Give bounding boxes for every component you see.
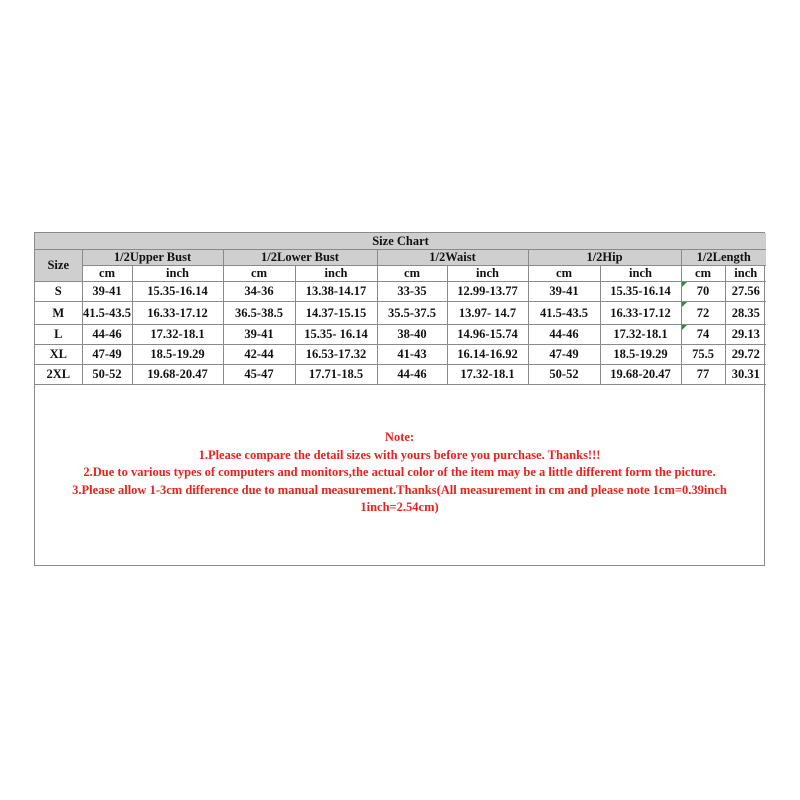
table-cell: 17.32-18.1 [447, 365, 528, 385]
size-chart-panel [34, 232, 765, 566]
table-cell: 41-43 [377, 345, 447, 365]
table-cell: 44-46 [528, 325, 600, 345]
group-header-length: 1/2Length [681, 250, 766, 266]
table-cell: 39-41 [223, 325, 295, 345]
size-label: XL [35, 345, 82, 365]
table-cell: 15.35- 16.14 [295, 325, 377, 345]
group-header-lower-bust: 1/2Lower Bust [223, 250, 377, 266]
table-cell: 47-49 [82, 345, 132, 365]
table-cell: 72 [681, 302, 725, 325]
table-cell: 15.35-16.14 [600, 282, 681, 302]
table-cell: 16.33-17.12 [132, 302, 223, 325]
table-cell: 44-46 [82, 325, 132, 345]
table-cell: 14.96-15.74 [447, 325, 528, 345]
table-cell: 14.37-15.15 [295, 302, 377, 325]
note-line: 1inch=2.54cm) [360, 500, 439, 514]
group-header-waist: 1/2Waist [377, 250, 528, 266]
note-heading: Note: [384, 430, 415, 444]
size-label: 2XL [35, 365, 82, 385]
table-cell: 33-35 [377, 282, 447, 302]
table-cell: 35.5-37.5 [377, 302, 447, 325]
table-cell: 16.53-17.32 [295, 345, 377, 365]
note-line: 3.Please allow 1-3cm difference due to manual measurement.Thanks(All measurement in cm and please note 1cm=0.39inch [72, 482, 727, 497]
table-cell: 29.72 [725, 345, 766, 365]
table-cell: 16.14-16.92 [447, 345, 528, 365]
table-row [35, 365, 766, 385]
table-cell: 74 [681, 325, 725, 345]
table-cell: 47-49 [528, 345, 600, 365]
table-row [35, 325, 766, 345]
unit-header: inch [295, 266, 377, 282]
table-cell: 19.68-20.47 [600, 365, 681, 385]
table-cell: 19.68-20.47 [132, 365, 223, 385]
unit-header: cm [82, 266, 132, 282]
table-cell: 38-40 [377, 325, 447, 345]
table-title: Size Chart [35, 233, 766, 250]
table-row [35, 302, 766, 325]
table-cell: 18.5-19.29 [132, 345, 223, 365]
table-cell: 27.56 [725, 282, 766, 302]
table-cell: 45-47 [223, 365, 295, 385]
unit-header: inch [725, 266, 766, 282]
unit-header: inch [132, 266, 223, 282]
table-cell: 39-41 [528, 282, 600, 302]
table-cell: 39-41 [82, 282, 132, 302]
table-cell: 18.5-19.29 [600, 345, 681, 365]
table-cell: 13.38-14.17 [295, 282, 377, 302]
note-block [35, 429, 764, 517]
table-cell: 75.5 [681, 345, 725, 365]
table-cell: 42-44 [223, 345, 295, 365]
size-label: L [35, 325, 82, 345]
table-cell: 50-52 [528, 365, 600, 385]
unit-header: cm [377, 266, 447, 282]
note-line: 1.Please compare the detail sizes with yours before you purchase. Thanks!!! [198, 447, 601, 462]
unit-header: cm [223, 266, 295, 282]
size-column-header: Size [35, 250, 82, 282]
group-header-upper-bust: 1/2Upper Bust [82, 250, 223, 266]
unit-header: inch [447, 266, 528, 282]
table-cell: 36.5-38.5 [223, 302, 295, 325]
table-cell: 17.71-18.5 [295, 365, 377, 385]
unit-header: cm [528, 266, 600, 282]
table-cell: 41.5-43.5 [82, 302, 132, 325]
table-row [35, 282, 766, 302]
table-cell: 29.13 [725, 325, 766, 345]
table-cell: 17.32-18.1 [132, 325, 223, 345]
table-row [35, 345, 766, 365]
table-cell: 34-36 [223, 282, 295, 302]
group-header-hip: 1/2Hip [528, 250, 681, 266]
table-cell: 77 [681, 365, 725, 385]
unit-header: inch [600, 266, 681, 282]
table-cell: 50-52 [82, 365, 132, 385]
table-cell: 30.31 [725, 365, 766, 385]
table-cell: 15.35-16.14 [132, 282, 223, 302]
table-cell: 17.32-18.1 [600, 325, 681, 345]
table-cell: 41.5-43.5 [528, 302, 600, 325]
size-chart-table [35, 233, 766, 385]
table-cell: 13.97- 14.7 [447, 302, 528, 325]
table-cell: 16.33-17.12 [600, 302, 681, 325]
table-cell: 28.35 [725, 302, 766, 325]
table-cell: 70 [681, 282, 725, 302]
note-line: 2.Due to various types of computers and monitors,the actual color of the item may be a little different form the picture. [83, 465, 716, 479]
table-cell: 12.99-13.77 [447, 282, 528, 302]
size-label: S [35, 282, 82, 302]
table-cell: 44-46 [377, 365, 447, 385]
unit-header: cm [681, 266, 725, 282]
size-label: M [35, 302, 82, 325]
